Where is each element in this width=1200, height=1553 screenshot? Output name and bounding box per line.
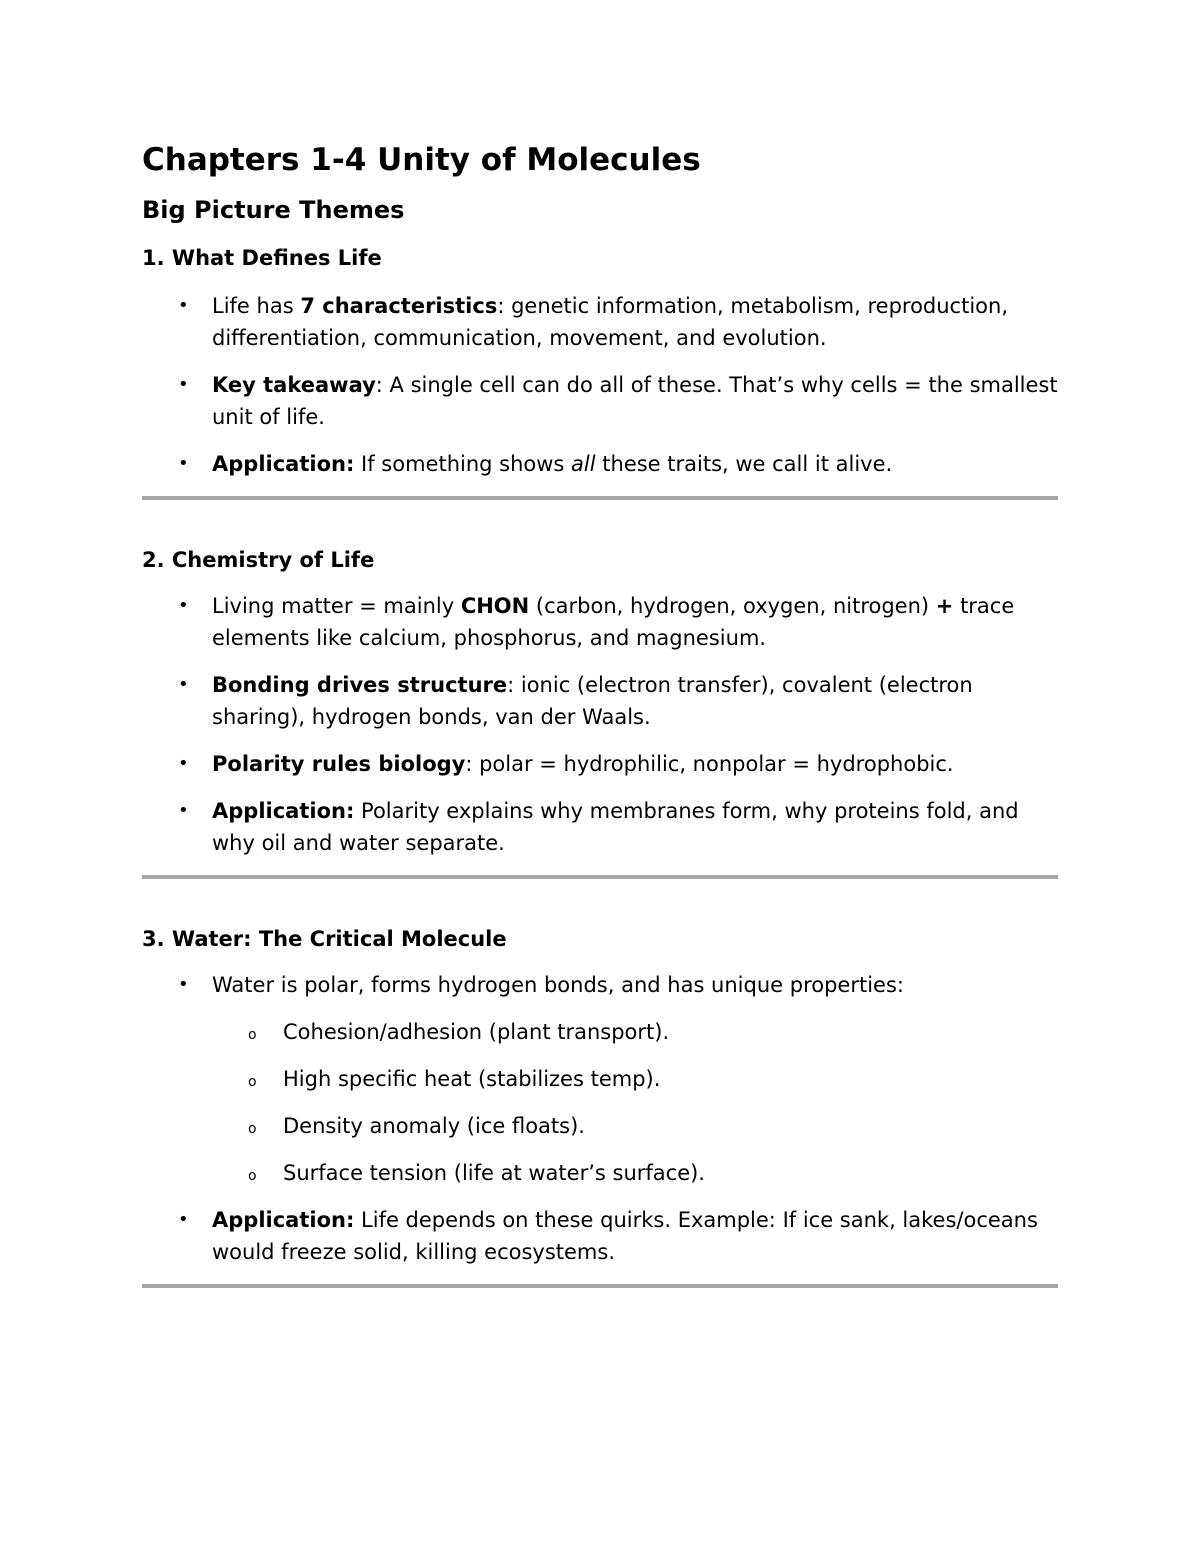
segment-bold: CHON [460, 594, 530, 618]
bullet-list [142, 969, 1058, 1001]
list-item [142, 1204, 1058, 1268]
bullet-icon: • [178, 674, 189, 695]
list-item [142, 669, 1058, 733]
circle-bullet-icon: o [248, 1168, 257, 1184]
list-item [142, 795, 1058, 859]
segment: Life depends on these quirks. Example: If ice sank, lakes/oceans would freeze solid, killing ecosystems. [212, 1208, 1038, 1264]
section-divider [142, 875, 1058, 879]
sub-list-item [142, 1016, 1058, 1048]
segment: High specific heat (stabilizes temp). [283, 1067, 661, 1091]
segment-bold: 7 characteristics [300, 294, 498, 318]
bullet-list [142, 590, 1058, 859]
segment: trace elements like calcium, phosphorus, and magnesium. [212, 594, 1015, 650]
segment: Cohesion/adhesion (plant transport). [283, 1020, 670, 1044]
segment: : A single cell can do all of these. That’s why cells = the smallest unit of life. [212, 373, 1058, 429]
segment: If something shows [354, 452, 572, 476]
list-item [142, 448, 1058, 480]
segment: Living matter = mainly [212, 594, 461, 618]
list-item [142, 290, 1058, 354]
segment-bold: Application: [212, 452, 355, 476]
bullet-icon: • [178, 974, 189, 995]
section-heading: 2. Chemistry of Life [142, 548, 375, 572]
segment-bold: + [935, 594, 954, 618]
segment: Surface tension (life at water’s surface). [283, 1161, 705, 1185]
list-item [142, 369, 1058, 433]
circle-bullet-icon: o [248, 1121, 257, 1137]
segment-bold: Key takeaway [212, 373, 376, 397]
section-heading: 3. Water: The Critical Molecule [142, 927, 507, 951]
segment: these traits, we call it alive. [595, 452, 893, 476]
section-water-critical-molecule [142, 924, 1058, 1268]
document-subtitle: Big Picture Themes [142, 196, 405, 224]
segment: Polarity explains why membranes form, why proteins fold, and why oil and water separate. [212, 799, 1019, 855]
segment-bold: Polarity rules biology [212, 752, 466, 776]
sub-list-item [142, 1063, 1058, 1095]
bullet-icon: • [178, 753, 189, 774]
segment-bold: Application: [212, 1208, 355, 1232]
sub-bullet-list [142, 1016, 1058, 1189]
segment: (carbon, hydrogen, oxygen, nitrogen) [529, 594, 936, 618]
bullet-list [142, 290, 1058, 480]
section-divider [142, 1284, 1058, 1288]
list-item [142, 748, 1058, 780]
segment: : genetic information, metabolism, reproduction, differentiation, communication, movement, and evolution. [212, 294, 1009, 350]
segment: Water is polar, forms hydrogen bonds, and has unique properties: [212, 973, 904, 997]
section-what-defines-life [142, 243, 1058, 480]
segment-bold: Bonding drives structure [212, 673, 508, 697]
bullet-icon: • [178, 1209, 189, 1230]
bullet-icon: • [178, 295, 189, 316]
circle-bullet-icon: o [248, 1027, 257, 1043]
bullet-list [142, 1204, 1058, 1268]
circle-bullet-icon: o [248, 1074, 257, 1090]
sub-list-item [142, 1110, 1058, 1142]
section-heading: 1. What Defines Life [142, 246, 382, 270]
segment: Density anomaly (ice floats). [283, 1114, 585, 1138]
segment-bold: Application: [212, 799, 355, 823]
bullet-icon: • [178, 374, 189, 395]
bullet-icon: • [178, 595, 189, 616]
document-title: Chapters 1-4 Unity of Molecules [142, 142, 701, 178]
segment-italic: all [571, 452, 596, 476]
sub-list-item [142, 1157, 1058, 1189]
list-item [142, 969, 1058, 1001]
section-divider [142, 496, 1058, 500]
segment: Life has [212, 294, 301, 318]
bullet-icon: • [178, 453, 189, 474]
section-chemistry-of-life [142, 545, 1058, 859]
bullet-icon: • [178, 800, 189, 821]
segment: : ionic (electron transfer), covalent (electron sharing), hydrogen bonds, van der Waals. [212, 673, 973, 729]
segment: : polar = hydrophilic, nonpolar = hydrophobic. [465, 752, 954, 776]
list-item [142, 590, 1058, 654]
